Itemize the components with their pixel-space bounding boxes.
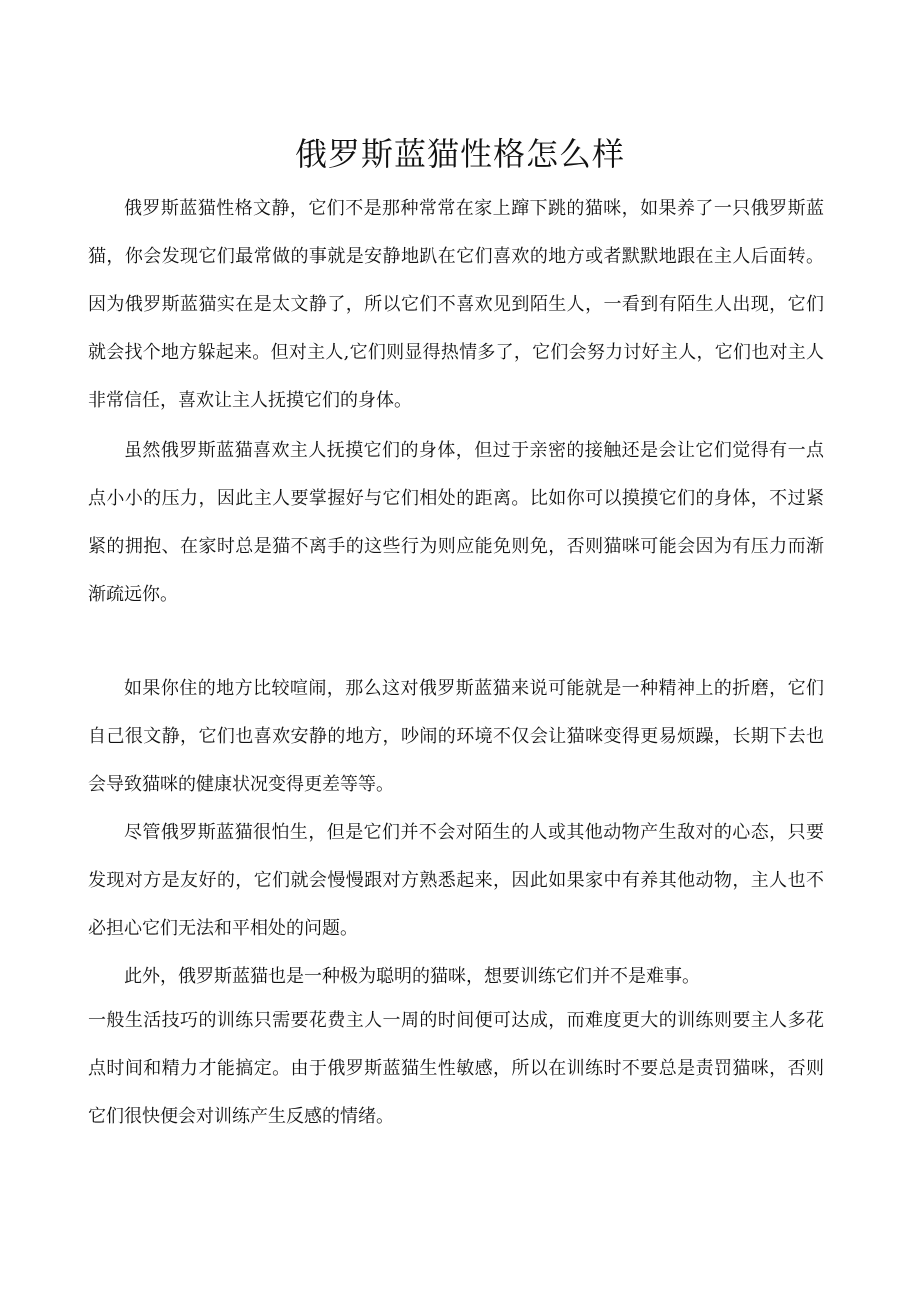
paragraph-touch-distance: 虽然俄罗斯蓝猫喜欢主人抚摸它们的身体，但过于亲密的接触还是会让它们觉得有一点点小小的压力，因此主人要掌握好与它们相处的距离。比如你可以摸摸它们的身体，不过紧紧的拥抱、在家时总是猫不离手的这些行为则应能免则免，否则猫咪可能会因为有压力而渐渐疏远你。 <box>88 440 824 605</box>
document-title: 俄罗斯蓝猫性格怎么样 <box>294 135 625 173</box>
paragraph-temperament: 俄罗斯蓝猫性格文静，它们不是那种常常在家上蹿下跳的猫咪，如果养了一只俄罗斯蓝猫，你会发现它们最常做的事就是安静地趴在它们喜欢的地方或者默默地跟在主人后面转。因为俄罗斯蓝猫实在是太文静了，所以它们不喜欢见到陌生人，一看到有陌生人出现，它们就会找个地方躲起来。但对主人,它们则显得热情多了，它们会努力讨好主人，它们也对主人非常信任，喜欢让主人抚摸它们的身体。 <box>88 198 824 411</box>
paragraph-quiet-environment: 如果你住的地方比较喧闹，那么这对俄罗斯蓝猫来说可能就是一种精神上的折磨，它们自己很文静，它们也喜欢安静的地方，吵闹的环境不仅会让猫咪变得更易烦躁，长期下去也会导致猫咪的健康状况变得更差等等。 <box>88 678 824 795</box>
paragraph-intelligence: 此外，俄罗斯蓝猫也是一种极为聪明的猫咪，想要训练它们并不是难事。 <box>124 966 700 987</box>
paragraph-other-animals: 尽管俄罗斯蓝猫很怕生，但是它们并不会对陌生的人或其他动物产生敌对的心态，只要发现对方是友好的，它们就会慢慢跟对方熟悉起来，因此如果家中有养其他动物，主人也不必担心它们无法和平相处的问题。 <box>88 822 824 939</box>
paragraph-training: 一般生活技巧的训练只需要花费主人一周的时间便可达成，而难度更大的训练则要主人多花点时间和精力才能搞定。由于俄罗斯蓝猫生性敏感，所以在训练时不要总是责罚猫咪，否则它们很快便会对训练产生反感的情绪。 <box>88 1010 824 1127</box>
